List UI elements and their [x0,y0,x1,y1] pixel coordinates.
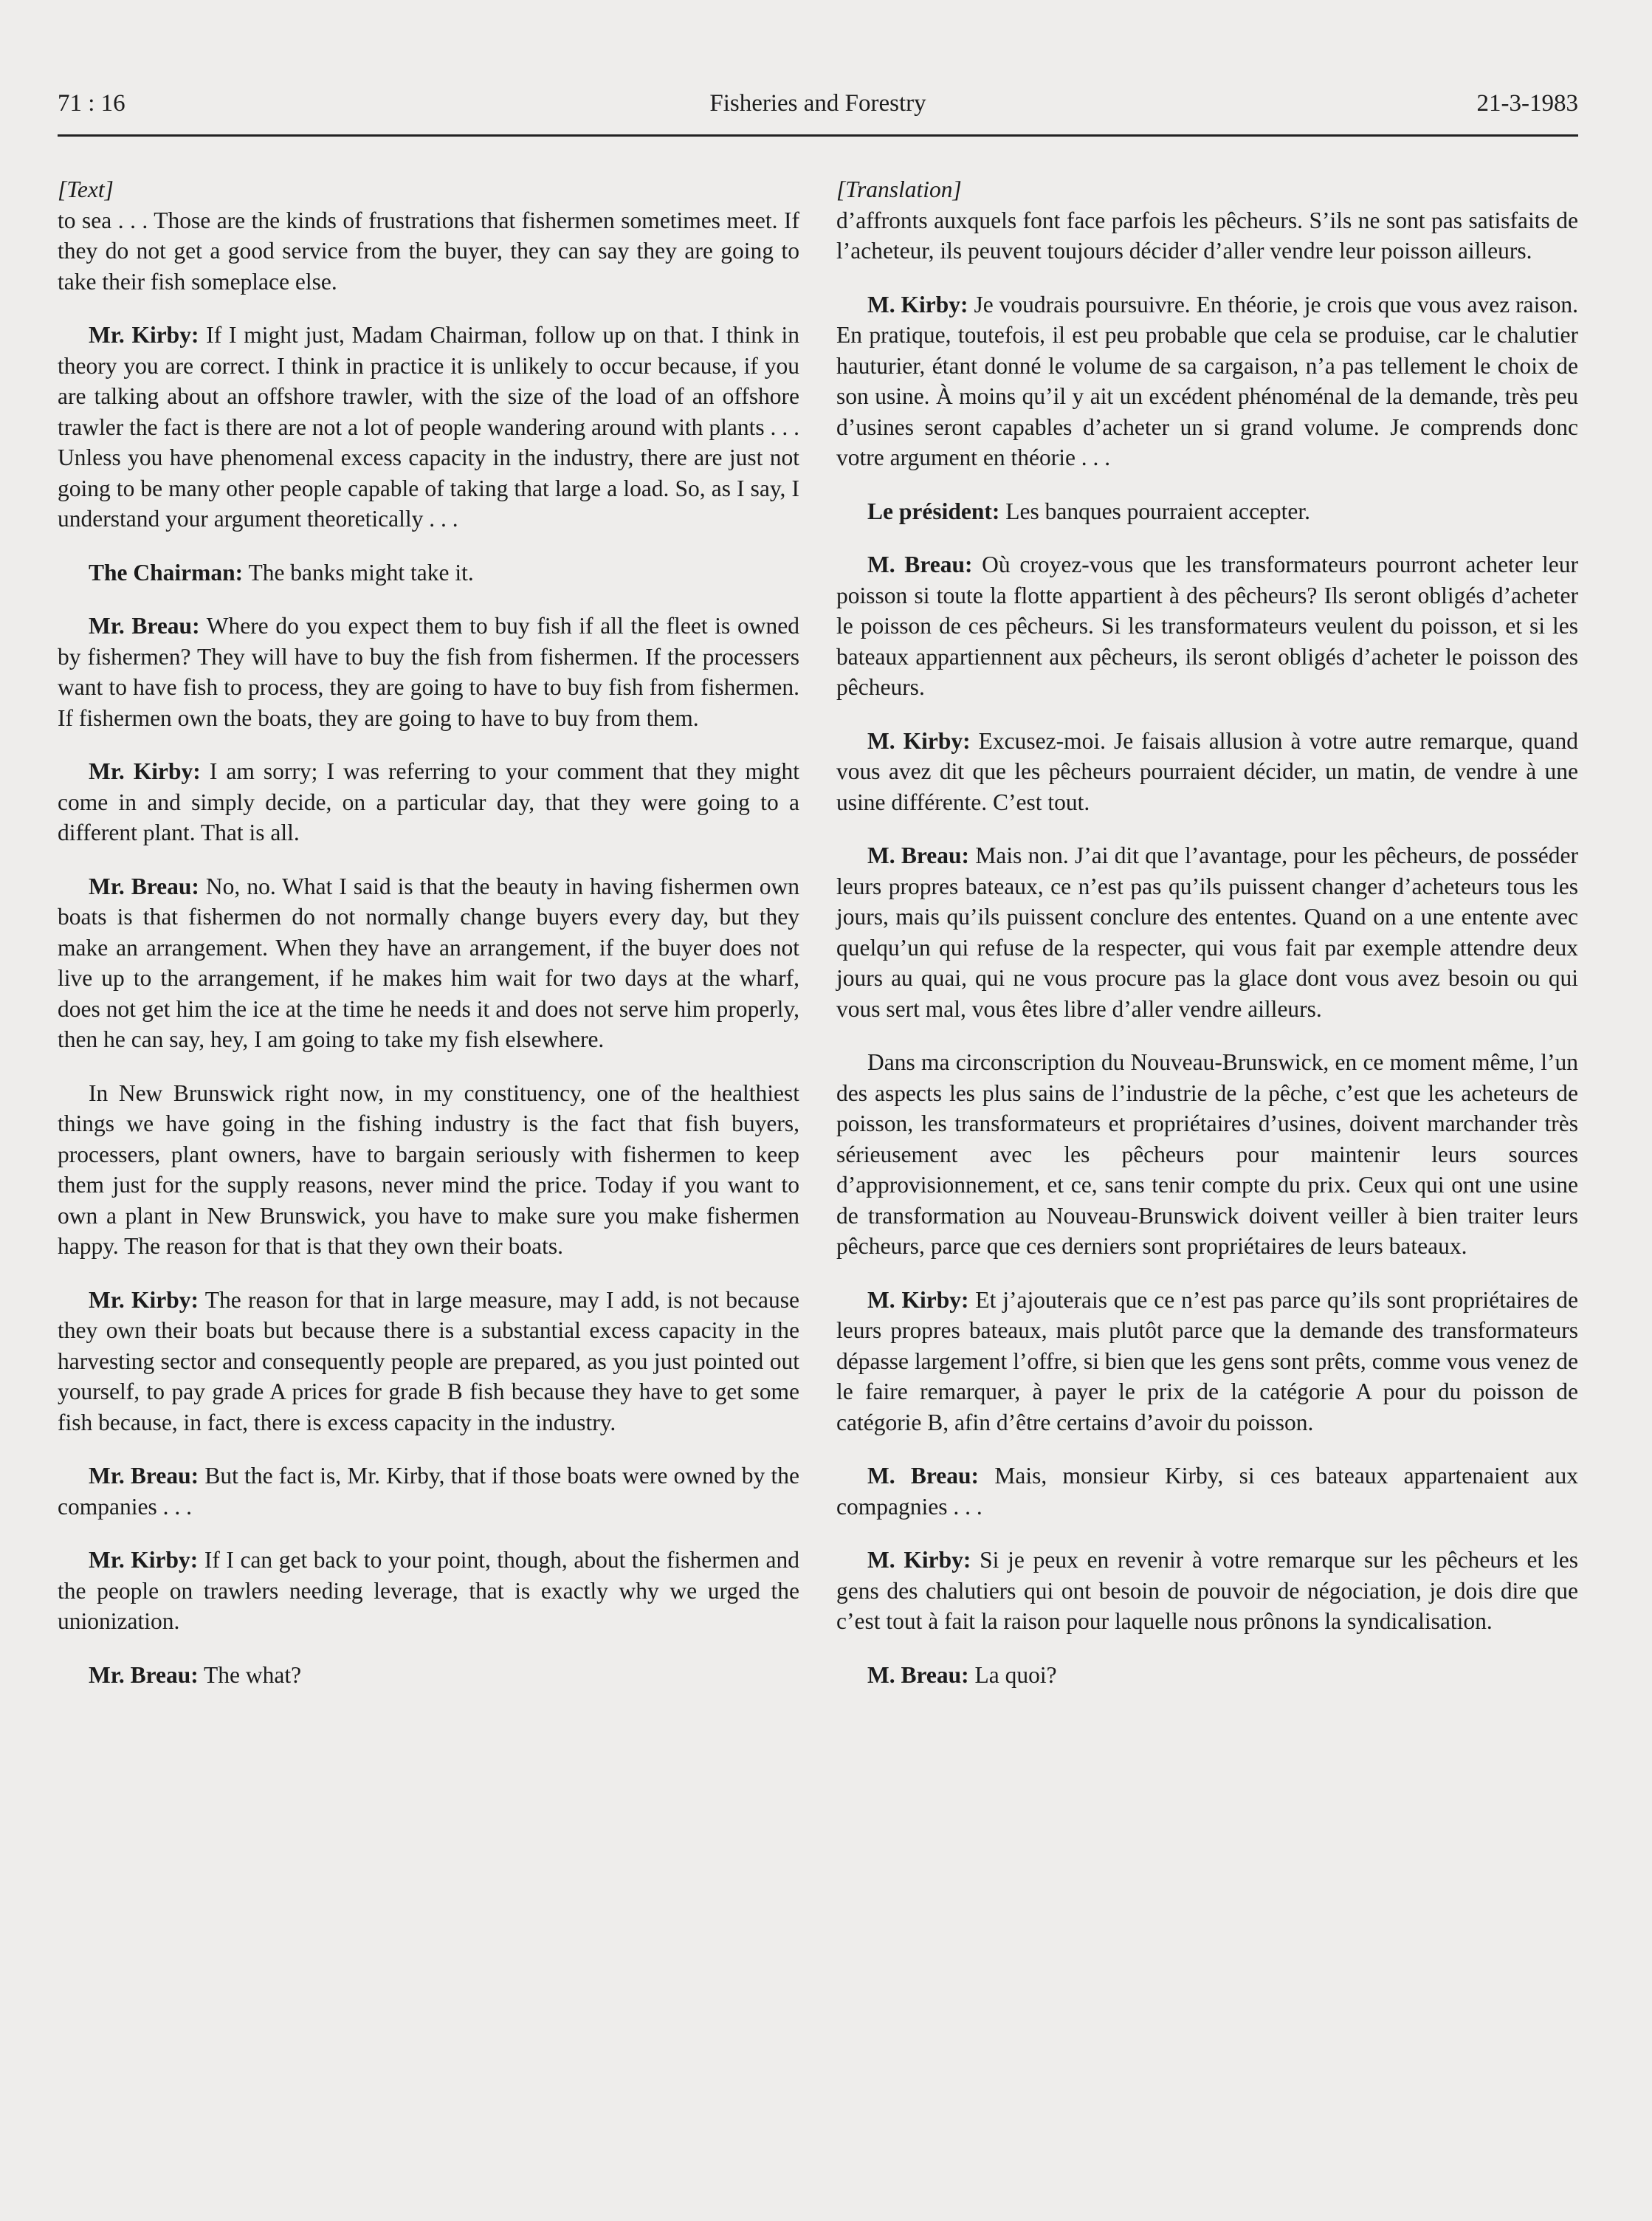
speech-paragraph: M. Breau: La quoi? [867,1661,1057,1688]
speech-paragraph: M. Breau: Où croyez-vous que les transformateurs pourront acheter leur poisson si toute la flotte appartient à des pêcheurs? Ils seront obligés d’acheter le poisson de ces pêcheurs. Si les transformateurs veulent du poisson, et si les bateaux appartiennent aux pêcheurs, ils seront obligés d’acheter le poisson des pêcheurs. [836,552,1578,700]
speaker-name: M. Kirby: [867,291,968,317]
speaker-name: M. Kirby: [867,1547,971,1573]
speech-paragraph: M. Breau: Mais, monsieur Kirby, si ces bateaux appartenaient aux compagnies . . . [836,1463,1578,1520]
english-column [58,174,799,1713]
speech-paragraph: Mr. Breau: Where do you expect them to buy fish if all the fleet is owned by fishermen? They will have to buy the fish from fishermen. If the processers want to have fish to process, they are going to have to buy fish from fishermen. If fishermen own the boats, they are going to have to buy from them. [58,613,800,731]
speaker-name: Mr. Kirby: [89,322,199,348]
speech-paragraph: Le président: Les banques pourraient accepter. [867,498,1311,524]
speech-paragraph: M. Kirby: Je voudrais poursuivre. En théorie, je crois que vous avez raison. En pratique, toutefois, il est peu probable que cela se produise, car le chalutier hauturier, étant donné le volume de sa cargaison, n’a pas tellement le choix de son usine. À moins qu’il y ait un excédent phénoménal de la demande, très peu d’usines seront capables d’acheter un si grand volume. Je comprends donc votre argument en théorie . . . [836,291,1578,470]
speaker-name: The Chairman: [89,559,244,586]
speech-paragraph: Mr. Breau: But the fact is, Mr. Kirby, that if those boats were owned by the companies . . . [58,1463,799,1520]
paragraph: d’affronts auxquels font face parfois les pêcheurs. S’ils ne sont pas satisfaits de l’acheteur, ils peuvent toujours décider d’aller vendre leur poisson ailleurs. [836,207,1578,264]
page-date: 21-3-1983 [1476,90,1578,117]
page-number: 71 : 16 [58,90,125,117]
speaker-name: Mr. Kirby: [89,1547,199,1573]
speech-paragraph: Mr. Kirby: If I can get back to your point, though, about the fishermen and the people on trawlers needing leverage, that is exactly why we urged the unionization. [58,1547,799,1634]
speaker-name: Mr. Breau: [89,613,200,639]
page-title: Fisheries and Forestry [709,90,926,117]
speaker-name: M. Kirby: [867,1286,969,1313]
speech-paragraph: The Chairman: The banks might take it. [89,559,474,586]
speaker-name: Le président: [867,498,1000,524]
speech-paragraph: M. Kirby: Si je peux en revenir à votre remarque sur les pêcheurs et les gens des chalutiers qui ont besoin de pouvoir de négociation, je dois dire que c’est tout à fait la raison pour laquelle nous prônons la syndicalisation. [836,1547,1578,1634]
speaker-name: Mr. Breau: [89,1463,199,1489]
paragraph: Dans ma circonscription du Nouveau-Brunswick, en ce moment même, l’un des aspects les plus sains de l’industrie de la pêche, c’est que les acheteurs de poisson, les transformateurs et propriétaires d’usines, doivent marchander très sérieusement avec les pêcheurs pour maintenir leurs sources d’approvisionnement, et ce, sans tenir compte du prix. Ceux qui ont une usine de transformation au Nouveau-Brunswick doivent veiller à bien traiter leurs pêcheurs, parce que ces derniers sont propriétaires de leurs bateaux. [836,1049,1578,1259]
speech-paragraph: Mr. Breau: The what? [89,1661,302,1688]
speech-paragraph: Mr. Breau: No, no. What I said is that the beauty in having fishermen own boats is that fishermen do not normally change buyers every day, but they make an arrangement. When they have an arrangement, if the buyer does not live up to the arrangement, if he makes him wait for two days at the wharf, does not get him the ice at the time he needs it and does not serve him properly, then he can say, hey, I am going to take my fish elsewhere. [58,873,799,1052]
paragraph: to sea . . . Those are the kinds of frustrations that fishermen sometimes meet. If they do not get a good service from the buyer, they can say they are going to take their fish someplace else. [58,207,799,295]
speech-paragraph: M. Kirby: Excusez-moi. Je faisais allusion à votre autre remarque, quand vous avez dit que les pêcheurs pourraient décider, un matin, de vendre à une usine différente. C’est tout. [836,727,1579,815]
speech-paragraph: Mr. Kirby: I am sorry; I was referring to your comment that they might come in and simply decide, on a particular day, that they were going to a different plant. That is all. [58,758,799,845]
page-header [58,87,1578,137]
speaker-name: M. Breau: [867,1463,980,1489]
french-label: [Translation] [836,176,962,202]
speaker-name: M. Breau: [867,552,973,577]
speaker-name: M. Breau: [867,1661,969,1688]
speech-paragraph: Mr. Kirby: If I might just, Madam Chairman, follow up on that. I think in theory you are correct. I think in practice it is unlikely to occur because, if you are talking about an offshore trawler, with the size of the load of an offshore trawler the fact is there are not a lot of people wandering around with plants . . . Unless you have phenomenal excess capacity in the industry, there are just not going to be many other people capable of taking that large a load. So, as I say, I understand your argument theoretically . . . [58,322,800,532]
paragraph: In New Brunswick right now, in my constituency, one of the healthiest things we have going in the fishing industry is the fact that fish buyers, processers, plant owners, have to bargain seriously with fishermen to keep them just for the supply reasons, never mind the price. Today if you want to own a plant in New Brunswick, you have to make sure you make fishermen happy. The reason for that is that they own their boats. [58,1079,799,1259]
speech-paragraph: Mr. Kirby: The reason for that in large measure, may I add, is not because they own their boats but because there is a substantial excess capacity in the harvesting sector and consequently people are prepared, as you just pointed out yourself, to pay grade A prices for grade B fish because they have to get some fish because, in fact, there is excess capacity in the industry. [58,1286,799,1435]
speaker-name: Mr. Kirby: [89,1286,199,1313]
english-label: [Text] [58,176,114,202]
speaker-name: Mr. Kirby: [89,758,201,784]
speaker-name: M. Breau: [867,842,970,868]
speaker-name: Mr. Breau: [89,1661,199,1688]
speech-paragraph: M. Kirby: Et j’ajouterais que ce n’est pas parce qu’ils sont propriétaires de leurs propres bateaux, mais plutôt parce que la demande des transformateurs dépasse largement l’offre, si bien que les gens sont prêts, comme vous venez de le faire remarquer, à payer le prix de la catégorie A pour du poisson de catégorie B, afin d’être certains d’avoir du poisson. [836,1286,1578,1435]
speech-paragraph: M. Breau: Mais non. J’ai dit que l’avantage, pour les pêcheurs, de posséder leurs propres bateaux, ce n’est pas qu’ils puissent changer d’acheteurs tous les jours, mais qu’ils puissent conclure des ententes. Quand on a une entente avec quelqu’un qui refuse de la respecter, qui vous fait par exemple attendre deux jours au quai, qui ne vous procure pas la glace dont vous avez besoin ou qui vous sert mal, vous êtes libre d’aller vendre ailleurs. [836,842,1578,1022]
french-column [836,174,1578,1713]
speaker-name: Mr. Breau: [89,873,199,899]
speaker-name: M. Kirby: [867,727,971,754]
